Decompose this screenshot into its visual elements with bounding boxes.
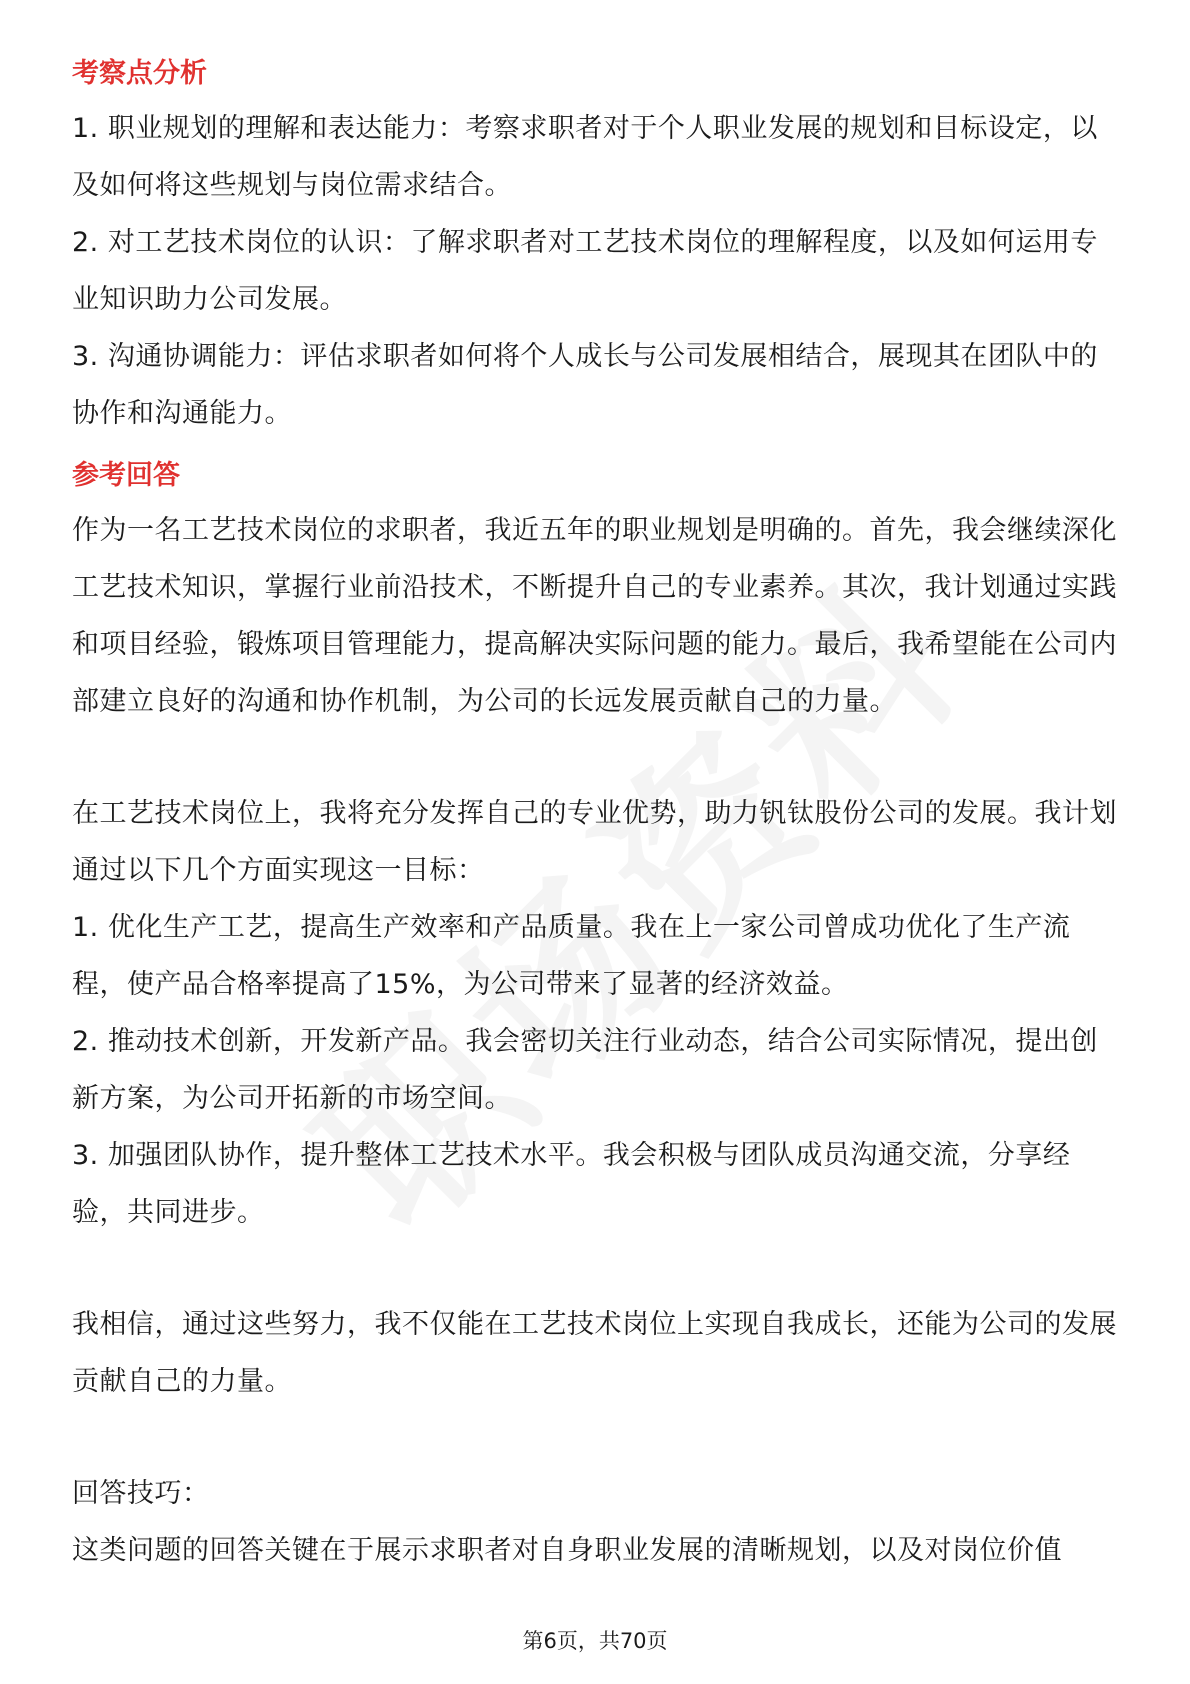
- plan-item-1: 1. 优化生产工艺，提高生产效率和产品质量。我在上一家公司曾成功优化了生产流程，使产品合格率提高了15%，为公司带来了显著的经济效益。: [72, 912, 1071, 1000]
- answer-conclusion: 我相信，通过这些努力，我不仅能在工艺技术岗位上实现自我成长，还能为公司的发展贡献自己的力量。: [72, 1309, 1117, 1397]
- analysis-item-3: 3. 沟通协调能力：评估求职者如何将个人成长与公司发展相结合，展现其在团队中的协作和沟通能力。: [72, 341, 1098, 429]
- plan-item-2: 2. 推动技术创新，开发新产品。我会密切关注行业动态，结合公司实际情况，提出创新方案，为公司开拓新的市场空间。: [72, 1026, 1098, 1114]
- analysis-item-1: 1. 职业规划的理解和表达能力：考察求职者对于个人职业发展的规划和目标设定，以及如何将这些规划与岗位需求结合。: [72, 113, 1098, 201]
- page-number-footer: 第6页，共70页: [522, 1629, 668, 1653]
- section-heading-answer: 参考回答: [72, 460, 180, 491]
- answer-plan-intro: 在工艺技术岗位上，我将充分发挥自己的专业优势，助力钒钛股份公司的发展。我计划通过以下几个方面实现这一目标：: [72, 798, 1117, 886]
- analysis-item-2: 2. 对工艺技术岗位的认识：了解求职者对工艺技术岗位的理解程度，以及如何运用专业知识助力公司发展。: [72, 227, 1098, 315]
- plan-item-3: 3. 加强团队协作，提升整体工艺技术水平。我会积极与团队成员沟通交流，分享经验，共同进步。: [72, 1140, 1071, 1228]
- page-content: [72, 48, 1122, 1579]
- section-heading-analysis: 考察点分析: [72, 58, 207, 89]
- tips-text: 这类问题的回答关键在于展示求职者对自身职业发展的清晰规划，以及对岗位价值: [72, 1535, 1062, 1566]
- tips-heading: 回答技巧：: [72, 1478, 210, 1509]
- answer-intro-paragraph: 作为一名工艺技术岗位的求职者，我近五年的职业规划是明确的。首先，我会继续深化工艺技术知识，掌握行业前沿技术，不断提升自己的专业素养。其次，我计划通过实践和项目经验，锻炼项目管理能力，提高解决实际问题的能力。最后，我希望能在公司内部建立良好的沟通和协作机制，为公司的长远发展贡献自己的力量。: [72, 515, 1117, 717]
